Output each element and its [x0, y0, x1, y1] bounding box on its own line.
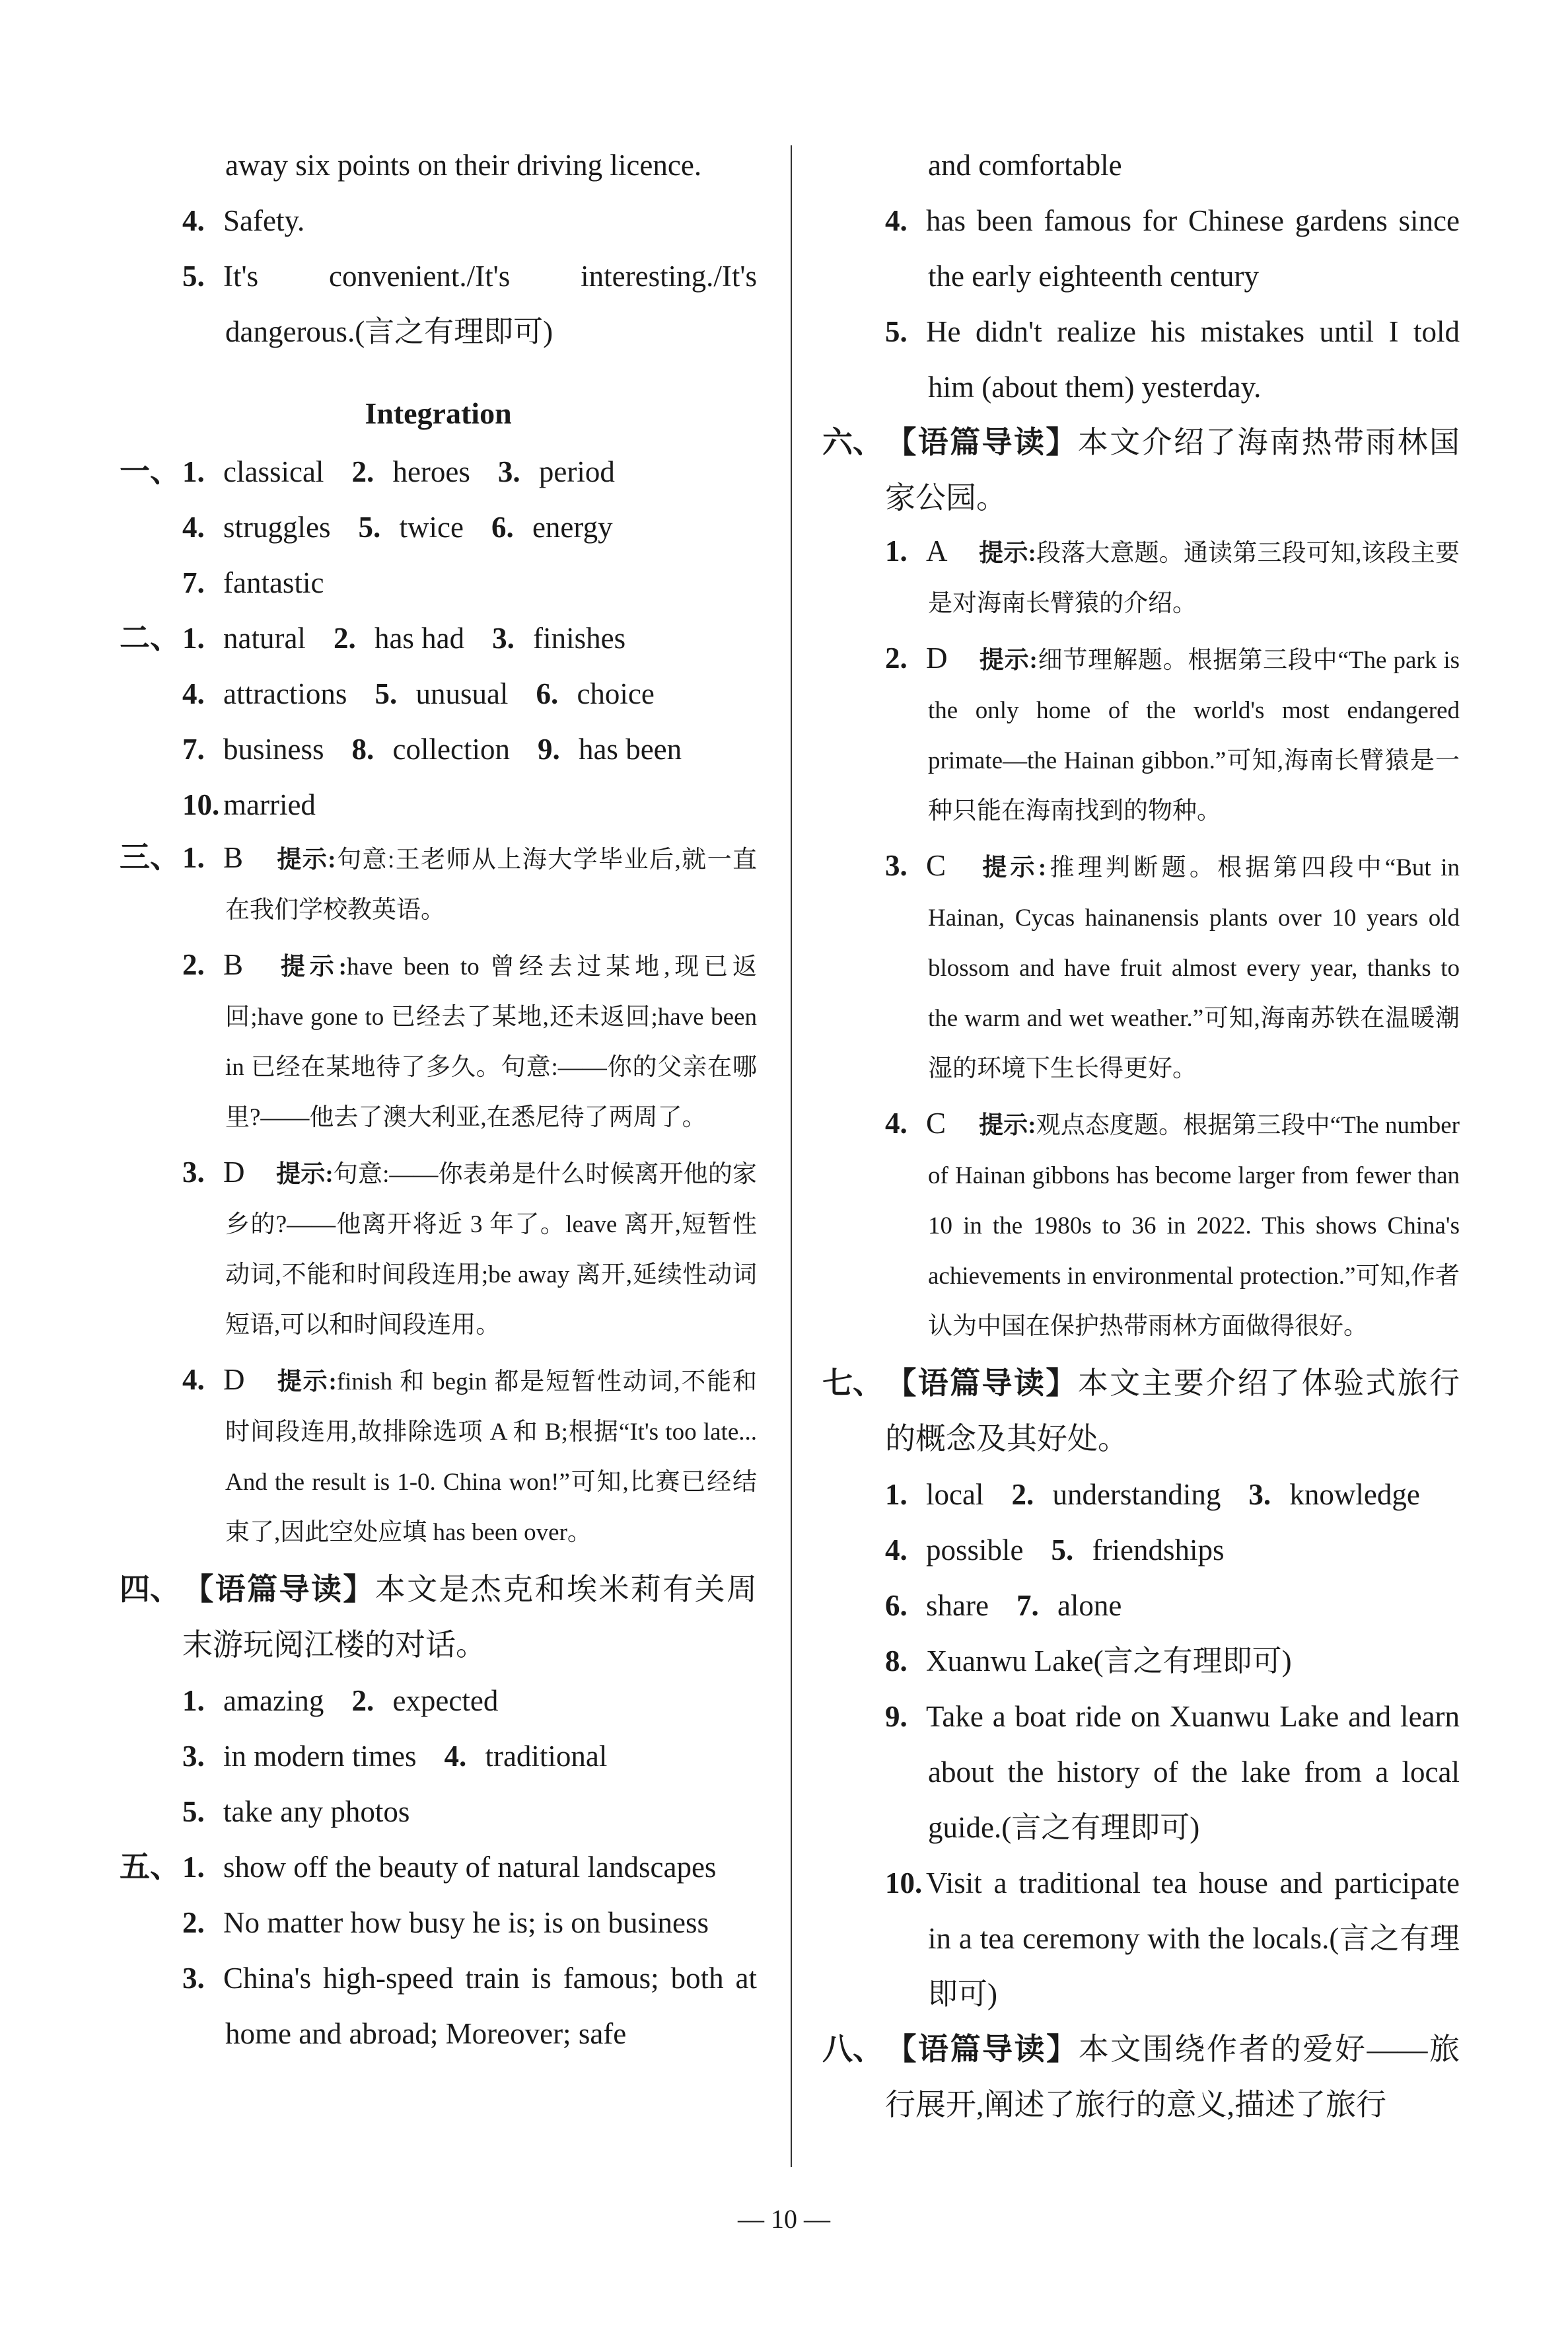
item-number: 4.: [182, 511, 205, 544]
item-number: 1.: [885, 535, 908, 568]
item-number: 1.: [182, 455, 205, 488]
answer-row: [120, 721, 757, 777]
answer-text: business: [223, 733, 324, 766]
item-number: 3.: [182, 1962, 205, 1995]
answer-text: married: [223, 788, 316, 821]
answer-item: [536, 666, 654, 721]
answer-item: [374, 666, 508, 721]
hint-text: 观点态度题。根据第三段中“The number of Hainan gibbons has become larger from fewer than 10 in the 1980s to 36 in 2022. This shows China's achievements in environmental protection.”可知,作者认为中国在保护热带雨林方面做得很好。: [928, 1112, 1460, 1340]
item-number: 1.: [182, 622, 205, 655]
item-number: 5.: [374, 677, 398, 710]
answer-text: knowledge: [1289, 1478, 1420, 1511]
item-number: 3.: [885, 849, 908, 882]
answer-row: [822, 1522, 1460, 1578]
section-marker: 八、: [822, 2032, 883, 2066]
answer-item: [120, 1895, 757, 1950]
answer-text: has been famous for Chinese gardens since the early eighteenth century: [926, 204, 1460, 293]
answer-text: He didn't realize his mistakes until I told him (about them) yesterday.: [926, 315, 1460, 404]
answer-item: [120, 1950, 757, 2061]
answer-text: has been: [578, 733, 682, 766]
answer-row: [822, 1467, 1460, 1522]
answer-text: possible: [926, 1533, 1024, 1567]
hint-item: [822, 840, 1460, 1094]
hint-item: [120, 1147, 757, 1350]
answer-item: [885, 1467, 983, 1522]
answer-item: [885, 1522, 1024, 1578]
item-number: 9.: [537, 733, 560, 766]
item-number: 5.: [1051, 1533, 1074, 1567]
item-number: 3.: [182, 1156, 205, 1189]
answer-item: [182, 1784, 410, 1839]
section-marker: 三、: [120, 840, 180, 874]
answer-text: amazing: [223, 1684, 324, 1717]
answer-choice: C: [926, 849, 946, 882]
item-number: 5.: [182, 1795, 205, 1828]
item-number: 9.: [885, 1700, 908, 1733]
answer-text: expected: [392, 1684, 499, 1717]
answer-text: struggles: [223, 511, 331, 544]
answer-item: [885, 1578, 989, 1633]
item-number: 6.: [885, 1589, 908, 1622]
section-heading: Integration: [365, 396, 512, 430]
item-number: 5.: [358, 511, 381, 544]
item-number: 2.: [182, 948, 205, 981]
answer-text: Xuanwu Lake(言之有理即可): [926, 1644, 1292, 1678]
hint-label: 提示:: [979, 854, 1047, 881]
answer-text: It's convenient./It's interesting./It's dangerous.(言之有理即可): [223, 260, 757, 348]
item-number: 3.: [1248, 1478, 1271, 1511]
section-marker: 二、: [120, 621, 180, 655]
answer-item: [351, 1673, 498, 1728]
hint-label: 提示:: [276, 1368, 337, 1395]
hint-text: have been to 曾经去过某地,现已返回;have gone to 已经去了某地,还未返回;have been in 已经在某地待了多久。句意:——你的父亲在哪里?——他去了澳大利亚,在悉尼待了两周了。: [225, 953, 757, 1131]
answer-item: [822, 304, 1460, 415]
guide-text: 本文围绕作者的爱好——旅行展开,阐述了旅行的意义,描述了旅行: [885, 2032, 1460, 2122]
answer-text: Take a boat ride on Xuanwu Lake and learn about the history of the lake from a local guide.(言之有理即可): [926, 1700, 1460, 1844]
guide-title: 【语篇导读】: [182, 1572, 375, 1606]
answer-text: collection: [392, 733, 510, 766]
hint-text: 细节理解题。根据第三段中“The park is the only home of the world's most endangered primate—the Hainan gibbon.”可知,海南长臂猿是一种只能在海南找到的物种。: [928, 647, 1460, 825]
column-divider: [791, 145, 792, 2167]
item-number: 1.: [885, 1478, 908, 1511]
answer-text: in modern times: [223, 1740, 417, 1773]
answer-item: [120, 248, 757, 359]
item-number: 6.: [536, 677, 559, 710]
reading-guide: [822, 415, 1460, 526]
answer-item: [351, 444, 470, 499]
answer-choice: D: [223, 1363, 245, 1396]
answer-text: Visit a traditional tea house and participate in a tea ceremony with the locals.(言之有理即可): [926, 1866, 1460, 2011]
answer-row: [120, 555, 757, 610]
answer-row: [120, 777, 757, 832]
answer-choice: B: [223, 841, 244, 874]
hint-item: [822, 1098, 1460, 1352]
answer-item: [359, 499, 464, 555]
answer-item: [182, 444, 324, 499]
answer-item: [822, 193, 1460, 304]
item-number: 2.: [333, 622, 356, 655]
answer-item: [822, 1689, 1460, 1855]
section-marker: 七、: [822, 1366, 883, 1400]
answer-choice: D: [223, 1156, 245, 1189]
answer-item: [182, 610, 306, 666]
answer-text: friendships: [1092, 1533, 1225, 1567]
reading-guide: [822, 2022, 1460, 2133]
answer-item: [822, 1633, 1460, 1689]
hint-label: 提示:: [979, 540, 1036, 567]
answer-item: [334, 610, 464, 666]
answer-text: local: [926, 1478, 984, 1511]
answer-item: [120, 193, 757, 248]
answer-item: [1011, 1467, 1221, 1522]
item-number: 2.: [182, 1906, 205, 1939]
hint-text: 推理判断题。根据第四段中“But in Hainan, Cycas hainanensis plants over 10 years old blossom and have fruit almost every year, thanks to the warm and wet weather.”可知,海南苏铁在温暖潮湿的环境下生长得更好。: [928, 854, 1460, 1082]
answer-choice: C: [926, 1107, 946, 1140]
reading-guide: [120, 1562, 757, 1673]
answer-row: [120, 666, 757, 721]
hint-label: 提示:: [276, 1161, 334, 1188]
item-number: 7.: [182, 566, 205, 599]
answer-row: [120, 444, 757, 499]
answer-text: natural: [223, 622, 306, 655]
answer-text: has had: [374, 622, 465, 655]
item-number: 1.: [182, 841, 205, 874]
answer-item: [538, 721, 682, 777]
page-number: — 10 —: [738, 2204, 830, 2234]
hint-text: 段落大意题。通读第三段可知,该段主要是对海南长臂猿的介绍。: [928, 540, 1460, 617]
item-number: 3.: [492, 622, 515, 655]
item-number: 1.: [182, 1851, 205, 1884]
answer-row: [120, 610, 757, 666]
answer-text: traditional: [485, 1740, 608, 1773]
answer-item: [492, 610, 625, 666]
item-number: 10.: [885, 1866, 923, 1900]
item-number: 4.: [182, 204, 205, 237]
answer-text: show off the beauty of natural landscapes: [223, 1851, 717, 1884]
section-marker: 六、: [822, 425, 883, 459]
item-number: 2.: [1011, 1478, 1034, 1511]
answer-text: fantastic: [223, 566, 324, 599]
answer-text: understanding: [1052, 1478, 1221, 1511]
reading-guide: [822, 1356, 1460, 1467]
item-number: 7.: [1016, 1589, 1039, 1622]
answer-item: [1016, 1578, 1122, 1633]
item-number: 4.: [444, 1740, 467, 1773]
answer-item: [182, 1673, 324, 1728]
answer-item: [182, 555, 324, 610]
item-number: 2.: [885, 642, 908, 675]
item-number: 3.: [497, 455, 520, 488]
answer-text: finishes: [533, 622, 626, 655]
guide-title: 【语篇导读】: [884, 1366, 1078, 1400]
item-number: 4.: [885, 204, 908, 237]
answer-row: [120, 1673, 757, 1728]
guide-text: 本文介绍了海南热带雨林国家公园。: [885, 425, 1460, 515]
answer-item: [182, 666, 347, 721]
answer-text: choice: [577, 677, 655, 710]
answer-item: [182, 499, 331, 555]
item-number: 4.: [885, 1533, 908, 1567]
item-number: 7.: [182, 733, 205, 766]
item-number: 5.: [182, 260, 205, 293]
answer-choice: B: [223, 948, 244, 981]
hint-label: 提示:: [276, 953, 347, 980]
answer-item: [120, 1839, 757, 1895]
guide-title: 【语篇导读】: [884, 2032, 1079, 2066]
answer-choice: A: [926, 535, 948, 568]
item-number: 1.: [182, 1684, 205, 1717]
answer-item: [822, 1855, 1460, 2022]
hint-item: [120, 940, 757, 1143]
answer-text: unusual: [415, 677, 509, 710]
hint-item: [120, 832, 757, 936]
answer-item: [182, 777, 316, 832]
hint-text: finish 和 begin 都是短暂性动词,不能和时间段连用,故排除选项 A 和 B;根据“It's too late... And the result is 1-0. China won!”可知,比赛已经结束了,因此空处应填 has been over。: [225, 1368, 757, 1546]
answer-text: heroes: [392, 455, 470, 488]
answer-text: attractions: [223, 677, 347, 710]
hint-item: [822, 633, 1460, 836]
hint-label: 提示:: [276, 846, 336, 873]
continued-answer-text: and comfortable: [928, 149, 1122, 182]
item-number: 6.: [491, 511, 514, 544]
item-number: 8.: [885, 1644, 908, 1678]
hint-label: 提示:: [979, 647, 1038, 674]
guide-title: 【语篇导读】: [884, 425, 1078, 459]
hint-label: 提示:: [979, 1112, 1036, 1139]
answer-row: [120, 1728, 757, 1784]
hint-item: [120, 1354, 757, 1558]
answer-text: No matter how busy he is; is on business: [223, 1906, 709, 1939]
answer-item: [498, 444, 615, 499]
hint-text: 句意:王老师从上海大学毕业后,就一直在我们学校教英语。: [225, 846, 758, 924]
item-number: 4.: [182, 677, 205, 710]
answer-text: period: [538, 455, 615, 488]
hint-item: [822, 526, 1460, 629]
answer-item: [182, 1728, 416, 1784]
item-number: 4.: [182, 1363, 205, 1396]
answer-item: [1248, 1467, 1419, 1522]
left-column: [120, 137, 757, 2061]
answer-text: share: [926, 1589, 989, 1622]
item-number: 2.: [351, 1684, 374, 1717]
answer-item: [352, 721, 510, 777]
answer-row: [120, 1784, 757, 1839]
answer-text: energy: [532, 511, 613, 544]
right-column: [822, 137, 1460, 2133]
item-number: 4.: [885, 1107, 908, 1140]
answer-item: [1051, 1522, 1225, 1578]
answer-row: [120, 499, 757, 555]
answer-text: Safety.: [223, 204, 305, 237]
section-marker: 五、: [120, 1850, 180, 1884]
answer-row: [822, 1578, 1460, 1633]
item-number: 2.: [351, 455, 374, 488]
item-number: 8.: [351, 733, 374, 766]
answer-text: alone: [1057, 1589, 1122, 1622]
guide-text: 本文是杰克和埃米莉有关周末游玩阅江楼的对话。: [182, 1572, 758, 1662]
answer-text: take any photos: [223, 1795, 410, 1828]
answer-item: [182, 721, 324, 777]
answer-text: twice: [399, 511, 464, 544]
answer-item: [444, 1728, 607, 1784]
item-number: 5.: [885, 315, 908, 348]
continued-answer-text: away six points on their driving licence.: [225, 149, 702, 182]
section-marker: 四、: [120, 1572, 180, 1606]
item-number: 3.: [182, 1740, 205, 1773]
answer-choice: D: [926, 642, 948, 675]
guide-text: 本文主要介绍了体验式旅行的概念及其好处。: [885, 1366, 1460, 1456]
answer-item: [491, 499, 613, 555]
item-number: 10.: [182, 788, 220, 821]
answer-text: classical: [223, 455, 324, 488]
section-marker: 一、: [120, 455, 180, 488]
hint-text: 句意:——你表弟是什么时候离开他的家乡的?——他离开将近 3 年了。leave 离开,短暂性动词,不能和时间段连用;be away 离开,延续性动词短语,可以和时间段连用。: [225, 1161, 757, 1339]
answer-text: China's high-speed train is famous; both at home and abroad; Moreover; safe: [223, 1962, 757, 2050]
